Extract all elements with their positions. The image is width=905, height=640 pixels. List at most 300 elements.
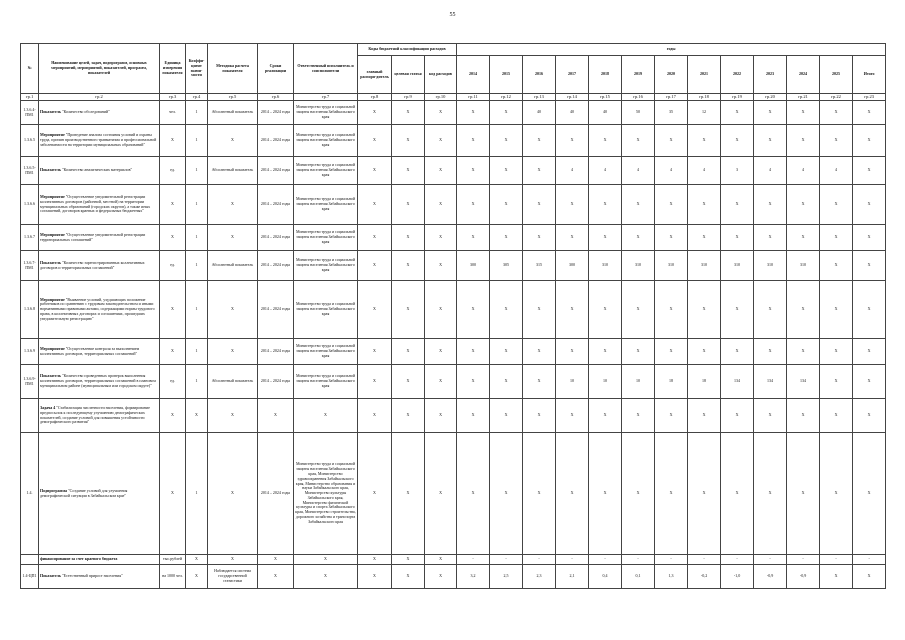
row-name-text: "Создание условий для улучшения демографической ситуации в Забайкальском крае" [40,487,128,498]
col-year-2018: 2018 [589,56,622,94]
row-coef: 1 [186,157,208,185]
row-value: X [589,185,622,225]
row-value: X [655,225,688,251]
row-value: 40 [556,101,589,125]
row-value: X [457,365,490,399]
row-value: X [853,225,886,251]
row-code: X [392,339,425,365]
row-value: 18 [655,365,688,399]
col-year-2017: 2017 [556,56,589,94]
row-value: X [556,125,589,157]
row-value: X [457,225,490,251]
gr-cell: гр.15 [589,94,622,101]
row-value: 4 [622,157,655,185]
row-value: X [754,125,787,157]
row-unit: X [160,433,186,555]
table-row [21,433,886,555]
row-value: X [754,399,787,433]
row-value: X [556,185,589,225]
row-resp: Министерство труда и социальной защиты населения Забайкальского края [294,365,358,399]
row-name-text: "Количество аналитических материалов" [60,167,133,173]
row-name [39,101,160,125]
row-value: 50 [622,101,655,125]
row-number: 1.3.6.6 [21,185,39,225]
row-coef: 1 [186,365,208,399]
row-name-text: "Естественный прирост населения" [60,573,123,579]
row-value: 1,3 [655,565,688,589]
row-code: X [425,399,457,433]
row-coef: 1 [186,101,208,125]
row-value: 3 [721,157,754,185]
row-value: 134 [787,365,820,399]
row-resp: Министерство труда и социальной защиты населения Забайкальского края [294,281,358,339]
table-row [21,157,886,185]
row-value: X [721,433,754,555]
table-row [21,365,886,399]
row-value: X [457,185,490,225]
gr-cell: гр.14 [556,94,589,101]
row-value: X [523,125,556,157]
row-value: - [787,555,820,565]
row-value: X [490,399,523,433]
row-code: X [425,565,457,589]
row-name-title: Показатель [40,573,61,579]
row-terms: 2014 – 2024 годы [258,365,294,399]
row-value: X [688,281,721,339]
row-code: X [392,185,425,225]
row-terms: 2014 – 2024 годы [258,251,294,281]
row-value: -0,9 [754,565,787,589]
gr-cell: гр.1 [21,94,39,101]
row-value: X [622,399,655,433]
gr-cell: гр.2 [39,94,160,101]
row-name-title: Показатель [40,109,61,115]
row-code: X [358,185,392,225]
col-coef: Коэффи-циент значи-мости [186,44,208,94]
gr-cell: гр.22 [820,94,853,101]
row-value: X [622,433,655,555]
col-budget-codes: Коды бюджетной классификации расходов [358,44,457,56]
row-value: X [490,365,523,399]
row-unit: X [160,281,186,339]
row-value: - [820,555,853,565]
gr-cell: гр.23 [853,94,886,101]
row-code: X [358,101,392,125]
row-terms: X [258,399,294,433]
row-value: - [655,555,688,565]
row-value: 300 [556,251,589,281]
row-method: X [208,399,258,433]
row-value: X [688,185,721,225]
row-value: X [655,339,688,365]
row-value: X [457,157,490,185]
row-method: Абсолютный показатель [208,101,258,125]
row-value: X [820,225,853,251]
table-row [21,251,886,281]
row-value: X [787,185,820,225]
row-number: 1.3.6.7 [21,225,39,251]
row-value: 4 [589,157,622,185]
row-value: X [622,281,655,339]
row-name-title: Показатель [40,167,61,173]
row-value: X [721,185,754,225]
row-coef: 1 [186,185,208,225]
row-value: 2,3 [523,565,556,589]
row-name [39,565,160,589]
row-method: X [208,225,258,251]
row-code: X [358,365,392,399]
row-name-text: "Осуществление уведомительной регистрации коллективных договоров (районной, местной) на территории муниципальных образований (городских округов), а также иных соглашений, договоров краевых и федеральных бюджетных" [40,193,151,214]
row-value: 4 [688,157,721,185]
row-method: Наблюдается система государственной статистики [208,565,258,589]
row-coef: 1 [186,281,208,339]
row-value: -0,9 [787,565,820,589]
table-row [21,399,886,433]
row-method: Абсолютный показатель [208,365,258,399]
row-coef: 1 [186,433,208,555]
row-unit: X [160,225,186,251]
col-budget-sub-1: целевая статья [392,56,425,94]
row-name [39,365,160,399]
row-name [39,281,160,339]
row-value: 10 [622,365,655,399]
row-value: 12 [688,101,721,125]
row-value: X [820,399,853,433]
row-value: X [820,281,853,339]
row-value: X [655,125,688,157]
row-value: X [721,281,754,339]
row-value: X [820,251,853,281]
row-code: X [392,433,425,555]
gr-cell: гр.4 [186,94,208,101]
row-value: 2,1 [556,565,589,589]
row-name-title: Мероприятие [40,132,65,138]
row-value: X [523,225,556,251]
table-row [21,555,886,565]
row-value: X [820,185,853,225]
gr-cell: гр.18 [688,94,721,101]
row-value: X [655,281,688,339]
gr-cell: гр.3 [160,94,186,101]
row-value: X [457,399,490,433]
row-value: X [688,125,721,157]
gr-cell: гр.16 [622,94,655,101]
row-code: X [425,251,457,281]
row-value: X [820,365,853,399]
row-resp: X [294,565,358,589]
row-terms: 2014 – 2024 годы [258,185,294,225]
row-value: X [853,339,886,365]
row-value: X [622,185,655,225]
row-name-title: Показатель [40,373,61,379]
row-value: 315 [523,251,556,281]
row-value: X [853,125,886,157]
row-code: X [358,125,392,157]
row-value: X [523,365,556,399]
row-value: X [457,281,490,339]
row-name [39,225,160,251]
row-value: 310 [622,251,655,281]
indicators-table-wrapper [20,43,885,589]
row-unit: ед. [160,251,186,281]
row-value: - [853,555,886,565]
row-value: - [589,555,622,565]
row-value: - [556,555,589,565]
row-code: X [358,565,392,589]
row-value: X [853,281,886,339]
row-value: - [523,555,556,565]
row-name-text: "Осуществление уведомительной регистрации территориальных соглашений" [40,231,146,242]
row-terms: 2014 – 2024 годы [258,281,294,339]
row-number: 1.3.6.5-ПМ1 [21,157,39,185]
row-name-text: "Количество проведенных проверок выполнения коллективных договоров, территориальных соглашений в плановом муниципальном районе (муниципальным или городском округе)" [40,373,156,388]
row-value: 0,1 [622,565,655,589]
row-value: 40 [589,101,622,125]
gr-cell: гр.8 [358,94,392,101]
row-unit: X [160,339,186,365]
row-terms: 2014 – 2024 годы [258,125,294,157]
row-code: X [358,157,392,185]
row-unit: X [160,399,186,433]
table-row [21,185,886,225]
row-name-title: Мероприятие [40,193,65,199]
row-value: X [523,281,556,339]
row-value: X [853,101,886,125]
row-value: X [853,251,886,281]
row-resp: Министерство труда и социальной защиты населения Забайкальского края [294,101,358,125]
row-value: X [622,225,655,251]
row-value: X [556,281,589,339]
row-number: 1.3.6.5 [21,125,39,157]
row-value: X [490,125,523,157]
row-name-title: Задача 4 [40,404,56,410]
row-coef: 1 [186,125,208,157]
row-value: - [490,555,523,565]
row-value: X [490,101,523,125]
row-value: X [589,225,622,251]
row-value: 310 [787,251,820,281]
table-row [21,339,886,365]
row-value: X [853,399,886,433]
row-name-text: "Количество зарегистрированных коллективных договоров и территориальных соглашений" [40,259,145,270]
row-value: X [490,433,523,555]
col-year-2025: 2025 [820,56,853,94]
row-value: - [457,555,490,565]
row-value: X [721,125,754,157]
row-value: X [787,225,820,251]
row-value: - [754,555,787,565]
row-value: 310 [589,251,622,281]
row-method: X [208,125,258,157]
row-value: - [721,555,754,565]
row-value: X [787,125,820,157]
row-method: X [208,433,258,555]
row-value: 310 [721,251,754,281]
row-value: 4 [655,157,688,185]
row-name-title: финансирование за счет краевого бюджета [40,556,118,562]
row-value: - [622,555,655,565]
row-value: X [457,125,490,157]
row-unit: тыс.рублей [160,555,186,565]
row-value: X [622,125,655,157]
row-value: X [589,399,622,433]
col-year-2021: 2021 [688,56,721,94]
col-year-2014: 2014 [457,56,490,94]
row-value: X [721,101,754,125]
row-value: X [754,185,787,225]
row-value: X [622,339,655,365]
col-budget-sub-0: главный распоря-дитель [358,56,392,94]
row-value: X [490,281,523,339]
row-resp: Министерство труда и социальной защиты населения Забайкальского края [294,125,358,157]
page-number: 55 [449,12,456,18]
row-value: X [754,101,787,125]
row-value: 4 [787,157,820,185]
row-value: 10 [589,365,622,399]
row-number: 1.3.6.7-ПМ1 [21,251,39,281]
row-value: X [655,399,688,433]
row-resp: Министерство труда и социальной защиты населения Забайкальского края [294,225,358,251]
row-value: X [457,101,490,125]
gr-cell: гр.17 [655,94,688,101]
row-number: 1.3.6.9-ПМ1 [21,365,39,399]
row-value: X [787,339,820,365]
row-name-title: Мероприятие [40,296,65,302]
gr-cell: гр.13 [523,94,556,101]
row-name-title: Мероприятие [40,231,65,237]
row-value: 134 [754,365,787,399]
row-value: 4 [820,157,853,185]
row-value: 310 [655,251,688,281]
col-year-2024: 2024 [787,56,820,94]
row-name-title: Показатель [40,259,61,265]
row-value: 4 [754,157,787,185]
row-value: X [457,339,490,365]
table-row [21,281,886,339]
row-value: 35 [655,101,688,125]
row-method: X [208,555,258,565]
gr-cell: гр.19 [721,94,754,101]
row-resp: Министерство труда и социальной защиты населения Забайкальского края [294,185,358,225]
row-code: X [392,157,425,185]
row-code: X [425,433,457,555]
col-year-2016: 2016 [523,56,556,94]
row-value: X [787,399,820,433]
row-method: X [208,185,258,225]
row-value: X [721,399,754,433]
row-method: Абсолютный показатель [208,157,258,185]
col-unit: Единица измерения показателя [160,44,186,94]
row-value: X [490,225,523,251]
row-unit: чел. [160,101,186,125]
row-value: X [556,399,589,433]
row-value: X [820,433,853,555]
row-name-text: "Проведение анализа состояния условий и охраны труда, причин производственного травматизма и профессиональной заболеваемости на территории муниципальных образований" [40,132,157,147]
row-value: X [490,185,523,225]
row-value: X [787,433,820,555]
row-name-text: "Стабилизация численности населения, формирование предпосылок к последующему улучшению демографических показателей, создание условий для повышения устойчивости демографического развития" [40,404,150,425]
row-code: X [358,281,392,339]
row-code: X [358,555,392,565]
row-value: -0,2 [688,565,721,589]
row-value: 310 [688,251,721,281]
indicators-table [20,43,886,589]
row-value: X [853,433,886,555]
row-resp: X [294,555,358,565]
row-resp: Министерство труда и социальной защиты населения Забайкальского края [294,157,358,185]
row-coef: X [186,555,208,565]
row-coef: 1 [186,251,208,281]
col-years-label: годы [457,44,886,56]
row-number: 1.4. [21,433,39,555]
row-value: X [523,339,556,365]
col-method: Методика расчета показателя [208,44,258,94]
row-code: X [358,399,392,433]
row-value: X [820,101,853,125]
row-value: 300 [457,251,490,281]
row-code: X [392,251,425,281]
row-unit: ед. [160,365,186,399]
table-row [21,101,886,125]
row-number [21,399,39,433]
row-code: X [358,339,392,365]
row-value: X [523,399,556,433]
row-code: X [425,157,457,185]
row-code: X [392,365,425,399]
row-value: X [754,225,787,251]
row-code: X [358,225,392,251]
row-number: 1.3.6.4-ПМ1 [21,101,39,125]
row-code: X [425,555,457,565]
row-coef: 1 [186,339,208,365]
row-value: X [523,433,556,555]
row-terms: 2014 – 2024 годы [258,225,294,251]
row-value: 0,4 [589,565,622,589]
row-code: X [392,125,425,157]
row-value: X [457,433,490,555]
row-value: X [589,281,622,339]
col-resp: Ответственный исполнитель и соисполнители [294,44,358,94]
row-name [39,339,160,365]
row-name [39,399,160,433]
row-value: X [655,185,688,225]
row-value: X [820,339,853,365]
gr-cell: гр.21 [787,94,820,101]
row-value: X [490,157,523,185]
row-method: X [208,339,258,365]
row-unit: на 1000 чел. [160,565,186,589]
row-value: X [556,339,589,365]
row-unit: ед. [160,157,186,185]
row-name [39,125,160,157]
row-value: - [688,555,721,565]
row-name-title: Мероприятие [40,345,65,351]
row-terms: 2014 – 2024 годы [258,433,294,555]
row-value: X [688,225,721,251]
row-number: 1.4-ЦП1 [21,565,39,589]
row-code: X [392,555,425,565]
gr-cell: гр.5 [208,94,258,101]
row-number: 1.3.6.9 [21,339,39,365]
row-code: X [392,281,425,339]
col-budget-sub-2: код расходов [425,56,457,94]
col-year-2020: 2020 [655,56,688,94]
row-value: X [820,565,853,589]
row-value: X [688,433,721,555]
row-code: X [425,339,457,365]
col-year-2023: 2023 [754,56,787,94]
row-coef: X [186,565,208,589]
